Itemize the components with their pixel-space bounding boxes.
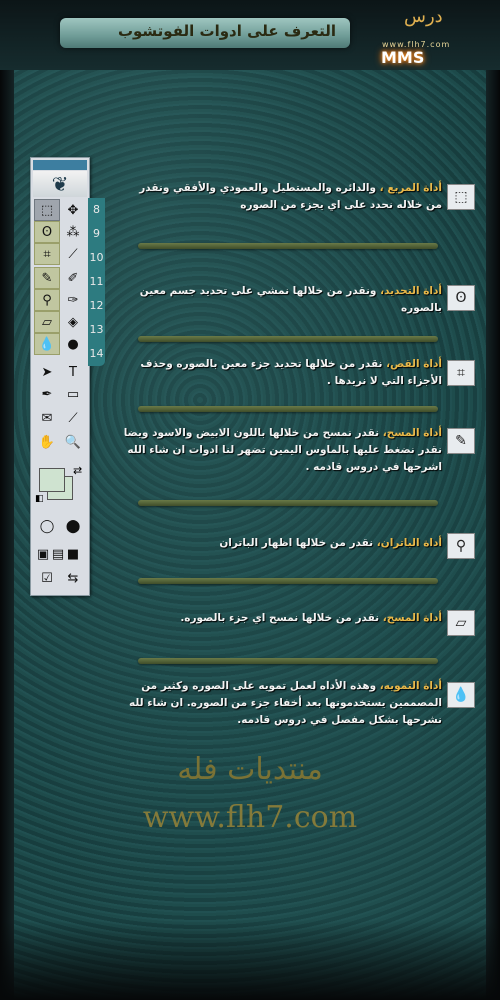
screen-mode-icon[interactable]: ▣ [36, 546, 50, 562]
page-title: التعرف على ادوات الفوتشوب [117, 22, 336, 40]
toolbox-title-bar [33, 160, 87, 170]
marquee-icon: ⬚ [447, 184, 475, 210]
notes-icon[interactable]: ✉ [41, 410, 53, 426]
jump-to-icon[interactable]: ⇆ [67, 570, 79, 586]
logo: MMS [381, 48, 425, 67]
magic-wand-icon[interactable]: ⁂ [66, 224, 80, 240]
section-divider [138, 336, 438, 342]
full-screen-icon[interactable]: ▤ [51, 546, 65, 562]
tool-description-lasso [122, 283, 442, 317]
tool-number-13: 13 [89, 323, 104, 336]
marquee-icon[interactable]: ⬚ [35, 200, 59, 220]
site-label: www.flh7.com [382, 40, 451, 49]
tool-name: أداة المربع ، [379, 182, 442, 194]
move-icon[interactable]: ✥ [67, 202, 79, 218]
quick-mask-icon[interactable]: ⬤ [65, 518, 81, 534]
tool-name: أداة المسح، [382, 427, 442, 439]
tool-description-marquee [122, 180, 442, 214]
foreground-color-swatch[interactable] [39, 468, 65, 492]
tool-name: أداة التحديد، [380, 285, 442, 297]
tool-number-tabs [88, 198, 105, 366]
pen-icon[interactable]: ✒ [41, 386, 53, 402]
header [0, 0, 500, 70]
footer-url: www.flh7.com [142, 800, 358, 835]
standard-mode-icon[interactable]: ◯ [39, 518, 55, 534]
history-brush-icon[interactable]: ✑ [67, 292, 79, 308]
type-icon[interactable]: T [69, 364, 77, 380]
tool-description-crop [122, 356, 442, 390]
tool-name: أداة المسح، [382, 612, 442, 624]
frame-right [486, 0, 500, 1000]
hand-icon[interactable]: ✋ [38, 434, 56, 450]
tool-text: نقدر من خلالها نمسح اي جزء بالصوره. [180, 612, 383, 624]
clone-stamp-icon: ⚲ [447, 533, 475, 559]
blur-icon[interactable]: 💧 [35, 334, 59, 354]
lasso-icon[interactable]: ʘ [35, 222, 59, 242]
tool-text: نقدر من خلالها تحديد جزء معين بالصوره وحذف الأجزاء التي لا نريدها . [140, 358, 442, 387]
zoom-icon[interactable]: 🔍 [64, 434, 82, 450]
dodge-icon[interactable]: ● [67, 336, 79, 352]
shape-icon[interactable]: ▭ [66, 386, 80, 402]
slice-icon[interactable]: ⟋ [68, 246, 78, 262]
tool-number-9: 9 [93, 227, 100, 240]
healing-brush-icon: ✎ [447, 428, 475, 454]
tool-number-14: 14 [89, 347, 104, 360]
tool-text: ونقدر من خلالها نمشي على تحديد جسم معين بالصوره [139, 285, 442, 314]
tool-text: والدائره والمستطيل والعمودي والأفقي ونقدر من خلاله نحدد على اي يجزء من الصوره [139, 182, 442, 211]
eraser-icon: ▱ [447, 610, 475, 636]
clone-stamp-icon[interactable]: ⚲ [35, 290, 59, 310]
crop-icon[interactable]: ⌗ [35, 244, 59, 264]
tool-description-blur [122, 678, 442, 729]
forum-name: منتديات فله [177, 752, 323, 787]
tool-description-stamp [122, 535, 442, 552]
tool-number-10: 10 [89, 251, 104, 264]
tool-number-11: 11 [89, 275, 104, 288]
frame-bottom [0, 920, 500, 1000]
brush-icon[interactable]: ✐ [67, 270, 79, 286]
crop-icon: ⌗ [447, 360, 475, 386]
imageready-icon[interactable]: ☑ [41, 570, 53, 586]
paint-bucket-icon[interactable]: ◈ [68, 314, 78, 330]
full-screen-dark-icon[interactable]: ■ [66, 546, 80, 562]
section-divider [138, 406, 438, 412]
tool-text: وهذه الأداه لعمل تمويه على الصوره وكثير من المصممين يستخدمونها بعد أخفاء جزء من الصوره. ان شاء لله نشرحها بشكل مفصل في دروس قادمه. [129, 680, 442, 726]
lasso-icon: ʘ [447, 285, 475, 311]
blur-icon: 💧 [447, 682, 475, 708]
eraser-icon[interactable]: ▱ [35, 312, 59, 332]
tool-number-8: 8 [93, 203, 100, 216]
lesson-label: درس [404, 6, 443, 27]
title-bar [60, 18, 350, 48]
section-divider [138, 243, 438, 249]
tool-description-healing [122, 425, 442, 476]
section-divider [138, 578, 438, 584]
tool-text: نقدر نمسح من خلالها باللون الابيض والاسود ويضا نقدر نضغط عليها بالماوس اليمين تضهر لنا ادوات ان شاء الله اشرحها في دروس قادمه . [123, 427, 442, 473]
tool-description-eraser [122, 610, 442, 627]
feather-icon: ❦ [33, 171, 87, 197]
tool-number-12: 12 [89, 299, 104, 312]
swap-colors-icon[interactable]: ⇄ [73, 464, 83, 477]
tool-name: أداة الباتران، [376, 537, 442, 549]
default-colors-icon[interactable]: ◧ [35, 494, 44, 504]
tool-name: أداة التمويه، [379, 680, 442, 692]
photoshop-toolbox [30, 157, 90, 596]
tool-text: نقدر من خلالها اظهار الباتران [219, 537, 377, 549]
section-divider [138, 500, 438, 506]
healing-brush-icon[interactable]: ✎ [35, 268, 59, 288]
frame-left [0, 0, 14, 1000]
eyedropper-icon[interactable]: ⟋ [68, 410, 78, 426]
path-select-icon[interactable]: ➤ [41, 364, 53, 380]
section-divider [138, 658, 438, 664]
tool-name: أداة القص، [386, 358, 442, 370]
